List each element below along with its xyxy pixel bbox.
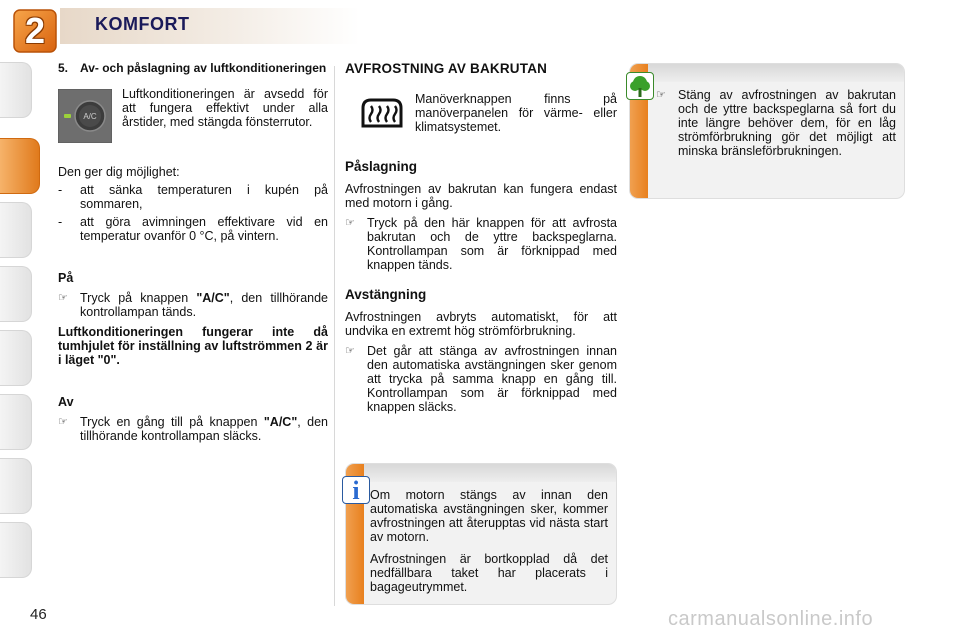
info-icon: i bbox=[342, 476, 370, 504]
chapter-tab-6[interactable] bbox=[0, 394, 32, 450]
rear-defrost-icon bbox=[359, 96, 405, 132]
ac-button-icon bbox=[58, 89, 112, 143]
off-text: Avfrostningen avbryts automatiskt, för att undvika en extremt hög strömförbrukning. bbox=[345, 310, 617, 338]
chapter-number: 2 bbox=[24, 10, 46, 51]
on-subheading: Påslagning bbox=[345, 159, 418, 174]
off-subheading: Avstängning bbox=[345, 287, 427, 302]
chapter-tab-8[interactable] bbox=[0, 522, 32, 578]
section-heading bbox=[58, 62, 328, 75]
pointing-hand-icon: ☞ bbox=[345, 217, 355, 229]
chapter-tab-4[interactable] bbox=[0, 266, 32, 322]
svg-text:A/C: A/C bbox=[83, 112, 97, 121]
on-text: Avfrostningen av bakrutan kan fungera endast med motorn i gång. bbox=[345, 182, 617, 210]
pointing-hand-icon: ☞ bbox=[656, 89, 666, 101]
page-header bbox=[0, 0, 960, 51]
page-number: 46 bbox=[30, 606, 47, 623]
info-para-2: Avfrostningen är bortkopplad då det nedfällbara taket har placerats i bagageutrymmet. bbox=[370, 552, 608, 594]
pointing-hand-icon: ☞ bbox=[58, 292, 68, 304]
eco-tip-box bbox=[630, 64, 904, 198]
off-bullet: ☞ Det går att stänga av avfrostningen innan den automatiska avstängningen sker genom att trycka på samma knapp en gång till. Kontrollampan som är förknippad med knappen släcks. bbox=[345, 344, 617, 414]
info-note-box bbox=[346, 464, 616, 604]
column-divider bbox=[334, 66, 335, 606]
ac-intro bbox=[58, 87, 328, 143]
box-top-band bbox=[648, 64, 904, 82]
pointing-hand-icon: ☞ bbox=[345, 345, 355, 357]
section-number: 5. bbox=[58, 61, 69, 75]
defrost-intro-text: Manöverknappen finns på manöverpanelen för värme- eller klimatsystemet. bbox=[415, 92, 617, 134]
off-heading: Av bbox=[58, 395, 74, 409]
chapter-badge bbox=[12, 8, 58, 54]
defrost-heading: AVFROSTNING AV BAKRUTAN bbox=[345, 61, 548, 76]
eco-bullet: ☞ Stäng av avfrostningen av bakrutan och de yttre backspeglarna så fort du inte längre behöver dem, för en låg strömförbrukning gör det möjligt att minska bränsleförbrukningen. bbox=[656, 88, 896, 158]
info-note-body bbox=[370, 488, 608, 594]
on-bullet: ☞ Tryck på knappen "A/C", den tillhörande kontrollampan tänds. bbox=[58, 291, 328, 319]
chapter-tab-1[interactable] bbox=[0, 62, 32, 118]
list-item: - att sänka temperaturen i kupén på sommaren, bbox=[58, 183, 328, 211]
ac-intro-text: Luftkonditioneringen är avsedd för att fungera effektivt under alla årstider, med stängda fönsterrutor. bbox=[122, 87, 328, 129]
on-heading: På bbox=[58, 271, 74, 285]
possibility-lead: Den ger dig möjlighet: bbox=[58, 165, 180, 179]
box-top-band bbox=[364, 464, 616, 482]
middle-column bbox=[345, 62, 617, 414]
on-bullet: ☞ Tryck på den här knappen för att avfrosta bakrutan och de yttre backspeglarna. Kontrollampan som är förknippad med knappen tänds. bbox=[345, 216, 617, 272]
list-item: - att göra avimningen effektivare vid en temperatur ovanför 0 °C, på vintern. bbox=[58, 215, 328, 243]
watermark: carmanualsonline.info bbox=[668, 608, 874, 630]
chapter-tab-7[interactable] bbox=[0, 458, 32, 514]
info-para-1: Om motorn stängs av innan den automatiska avstängningen sker, kommer avfrostningen att återupptas vid nästa start av motorn. bbox=[370, 488, 608, 544]
pointing-hand-icon: ☞ bbox=[58, 416, 68, 428]
section-title: Av- och påslagning av luftkonditioneringen bbox=[80, 61, 327, 75]
on-bold-note: Luftkonditioneringen fungerar inte då tumhjulet för inställning av luftströmmen 2 är i läget "0". bbox=[58, 325, 328, 367]
off-bullet: ☞ Tryck en gång till på knappen "A/C", den tillhörande kontrollampan släcks. bbox=[58, 415, 328, 443]
defrost-intro bbox=[345, 92, 617, 134]
chapter-tab-5[interactable] bbox=[0, 330, 32, 386]
chapter-tab-2-active[interactable] bbox=[0, 138, 40, 194]
eco-tip-body bbox=[656, 88, 896, 158]
left-column bbox=[58, 62, 328, 443]
page-title: KOMFORT bbox=[95, 14, 190, 34]
chapter-tab-3[interactable] bbox=[0, 202, 32, 258]
tree-eco-icon bbox=[626, 72, 654, 100]
chapter-tabs bbox=[0, 62, 34, 582]
